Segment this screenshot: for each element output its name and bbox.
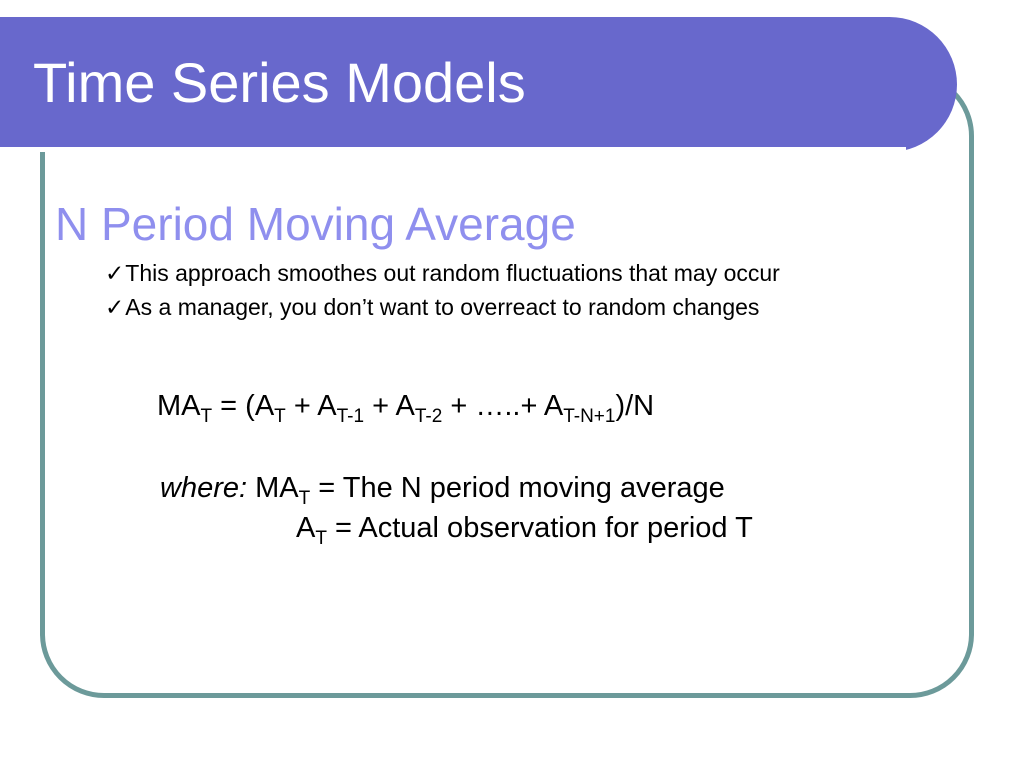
bullet-text: As a manager, you don’t want to overreact to random changes (125, 294, 760, 320)
formula-term: = (A (212, 390, 275, 422)
formula-term: )/N (615, 390, 655, 422)
formula-subscript: T-1 (336, 406, 365, 427)
where-definition-actual (296, 514, 753, 548)
formula-term: + …..+ A (442, 390, 564, 422)
formula-subscript: T (200, 406, 213, 427)
checkmark-icon: ✓ (105, 260, 125, 286)
where-definition-ma (160, 474, 725, 508)
formula-term: = The N period moving average (310, 472, 725, 504)
formula-term: MA (157, 390, 201, 422)
formula-term: A (296, 512, 316, 544)
checkmark-icon: ✓ (105, 294, 125, 320)
where-label: where: (160, 472, 248, 504)
moving-average-formula (157, 392, 654, 426)
formula-subscript: T-2 (414, 406, 443, 427)
formula-term: + A (285, 390, 337, 422)
content-frame (40, 72, 974, 698)
formula-subscript: T (315, 528, 327, 549)
formula-subscript: T (274, 406, 286, 427)
title-underline (0, 147, 906, 152)
formula-term: MA (255, 472, 299, 504)
bullet-item (105, 262, 780, 285)
formula-term: + A (364, 390, 415, 422)
bullet-text: This approach smoothes out random fluctuations that may occur (125, 260, 780, 286)
slide-title: Time Series Models (33, 51, 526, 114)
formula-term: = Actual observation for period T (326, 512, 753, 544)
bullet-item (105, 296, 759, 319)
section-heading: N Period Moving Average (55, 198, 576, 250)
formula-subscript: T-N+1 (563, 406, 616, 427)
formula-subscript: T (298, 488, 311, 509)
